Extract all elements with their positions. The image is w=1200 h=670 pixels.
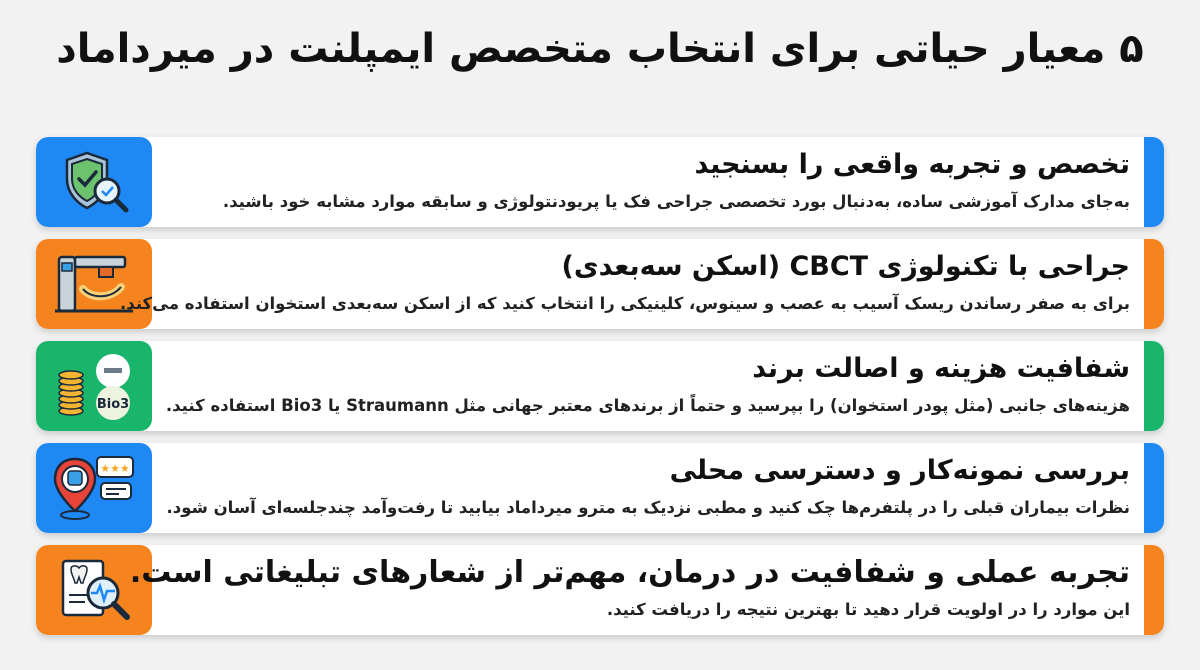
card-heading: جراحی با تکنولوژی CBCT (اسکن سه‌بعدی) — [561, 251, 1130, 282]
page-title: ۵ معیار حیاتی برای انتخاب متخصص ایمپلنت در میرداماد — [56, 26, 1144, 72]
card-description: نظرات بیماران قبلی را در پلتفرم‌ها چک کنید و مطبی نزدیک به مترو میرداماد بیابید تا رفت‌وآمد چندجلسه‌ای آسان شود. — [166, 498, 1130, 517]
criterion-card-pricing — [36, 341, 1164, 431]
card-description: هزینه‌های جانبی (مثل پودر استخوان) را بپرسید و حتماً از برندهای معتبر جهانی مثل Straumann یا Bio3 استفاده کنید. — [165, 396, 1130, 415]
card-accent-bar — [1144, 443, 1164, 533]
metro-location-review-icon — [49, 453, 139, 523]
icon-tile — [36, 137, 152, 227]
card-accent-bar — [1144, 545, 1164, 635]
coins-brands-icon — [49, 351, 139, 421]
icon-tile — [36, 341, 152, 431]
card-accent-bar — [1144, 239, 1164, 329]
card-description: این موارد را در اولویت قرار دهید تا بهترین نتیجه را دریافت کنید. — [606, 600, 1130, 619]
criterion-card-cbct — [36, 239, 1164, 329]
icon-tile — [36, 239, 152, 329]
shield-check-magnifier-icon — [49, 147, 139, 217]
card-description: برای به صفر رساندن ریسک آسیب به عصب و سینوس، کلینیکی را انتخاب کنید که از اسکن سه‌بعدی استخوان استفاده می‌کند. — [120, 294, 1130, 313]
card-description: به‌جای مدارک آموزشی ساده، به‌دنبال بورد تخصصی جراحی فک یا پریودنتولوژی و سابقه موارد مشابه خود باشید. — [222, 192, 1130, 211]
tooth-report-magnifier-icon — [49, 555, 139, 625]
brand-badge-text: Bio3 — [96, 397, 130, 412]
card-heading: تجربه عملی و شفافیت در درمان، مهم‌تر از شعارهای تبلیغاتی است. — [129, 555, 1130, 590]
card-heading: شفافیت هزینه و اصالت برند — [752, 353, 1130, 384]
card-heading: بررسی نمونه‌کار و دسترسی محلی — [669, 455, 1130, 486]
card-accent-bar — [1144, 137, 1164, 227]
svg-text:★★★: ★★★ — [100, 462, 130, 475]
criterion-card-portfolio — [36, 443, 1164, 533]
criterion-card-summary — [36, 545, 1164, 635]
card-accent-bar — [1144, 341, 1164, 431]
icon-tile — [36, 443, 152, 533]
criterion-card-expertise — [36, 137, 1164, 227]
card-heading: تخصص و تجربه واقعی را بسنجید — [694, 149, 1130, 180]
